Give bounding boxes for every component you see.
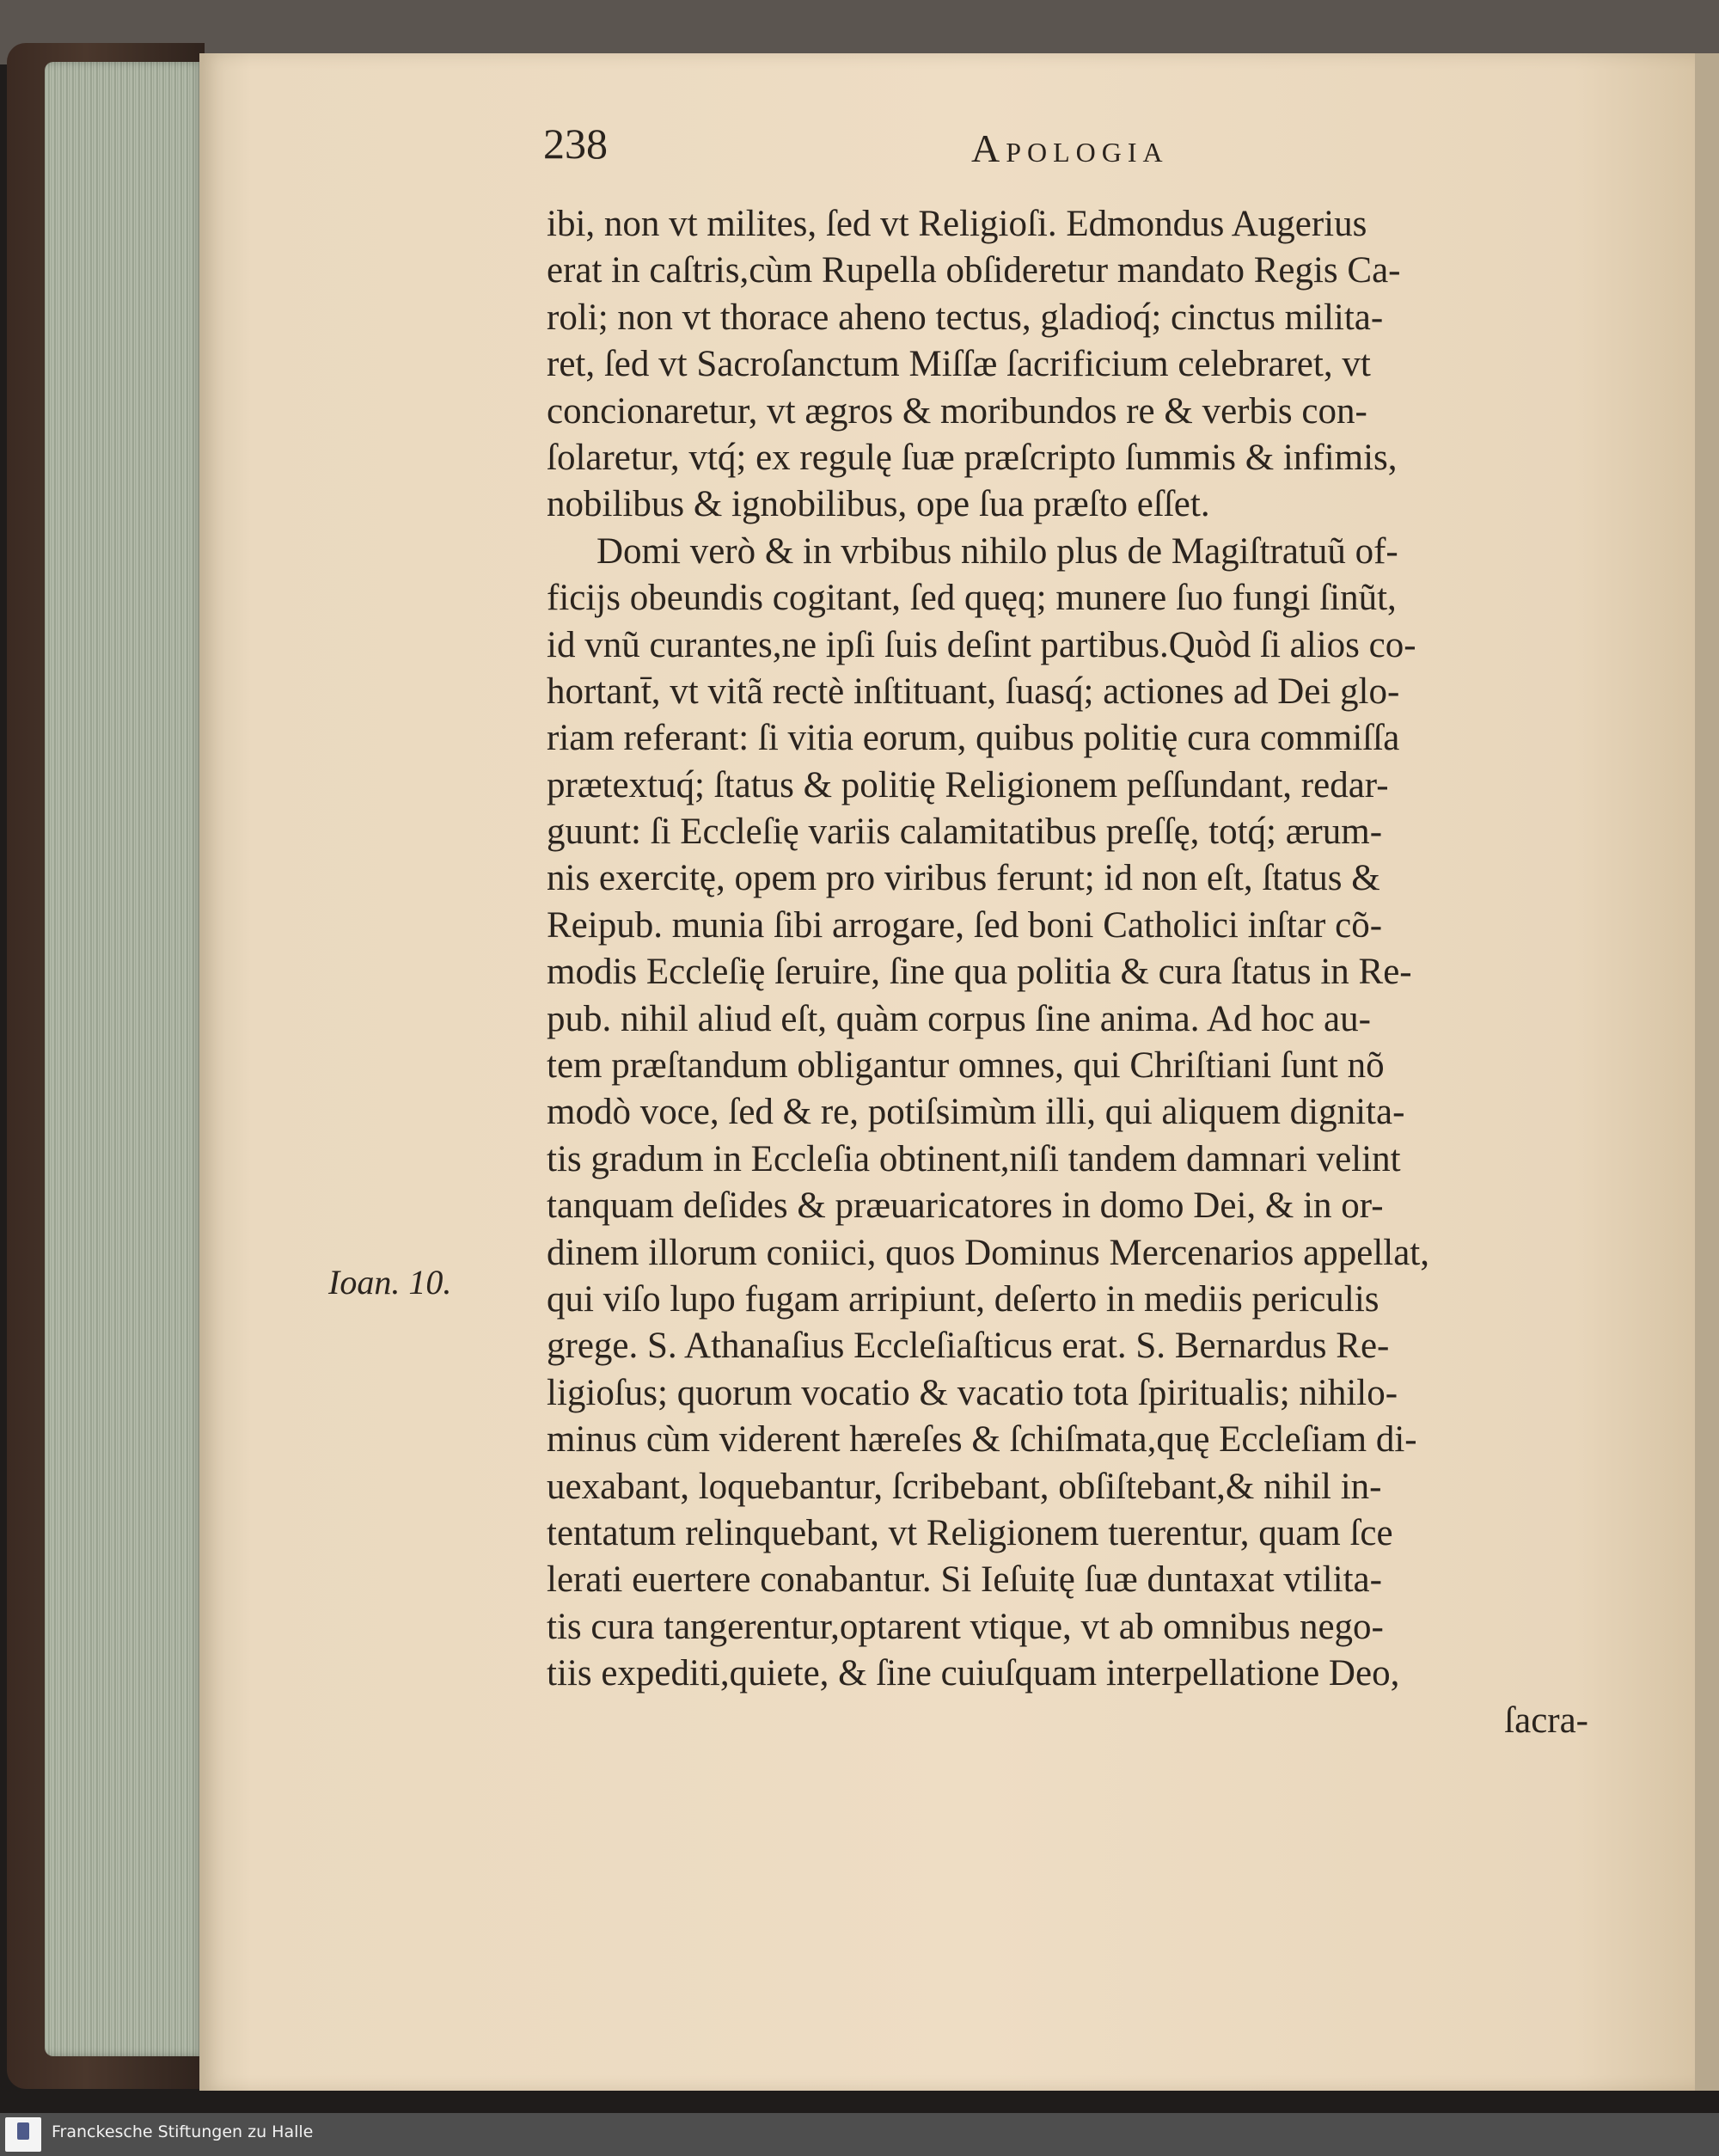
margin-note: Ioan. 10. bbox=[328, 1263, 452, 1302]
text-line: minus cùm viderent hæreſes & ſchiſmata,quę Eccleſiam di- bbox=[547, 1419, 1417, 1461]
text-line: grege. S. Athanaſius Eccleſiaſticus erat. S. Bernardus Re- bbox=[547, 1326, 1390, 1367]
text-line: tem præſtandum obligantur omnes, qui Chriſtiani ſunt nõ bbox=[547, 1045, 1385, 1087]
text-line: modis Eccleſię ſeruire, ſine qua politia & cura ſtatus in Re- bbox=[547, 952, 1412, 993]
page-number: 238 bbox=[543, 119, 608, 168]
page-edges bbox=[45, 62, 204, 2056]
catchword: ſacra- bbox=[1504, 1700, 1588, 1741]
text-line: ſolaretur, vtq́; ex regulę ſuæ præſcripto ſummis & infimis, bbox=[547, 437, 1398, 478]
running-title-text: Apologia bbox=[971, 126, 1169, 170]
text-line: riam referant: ſi vitia eorum, quibus politię cura commiſſa bbox=[547, 718, 1400, 759]
text-line: tis gradum in Eccleſia obtinent,niſi tandem damnari velint bbox=[547, 1138, 1401, 1179]
text-line: tiis expediti,quiete, & ſine cuiuſquam interpellatione Deo, bbox=[547, 1653, 1400, 1694]
text-line: ret, ſed vt Sacroſanctum Miſſæ ſacrificium celebraret, vt bbox=[547, 344, 1371, 385]
text-line: roli; non vt thorace aheno tectus, gladioq́; cinctus milita- bbox=[547, 297, 1384, 338]
text-line: concionaretur, vt ægros & moribundos re & verbis con- bbox=[547, 390, 1367, 432]
text-line: ibi, non vt milites, ſed vt Religioſi. Edmondus Augerius bbox=[547, 204, 1367, 244]
text-line: id vnũ curantes,ne ipſi ſuis deſint partibus.Quòd ſi alios co- bbox=[547, 624, 1416, 665]
text-line: tis cura tangerentur,optarent vtique, vt ab omnibus nego- bbox=[547, 1606, 1384, 1647]
running-title bbox=[971, 126, 1169, 171]
text-line: Reipub. munia ſibi arrogare, ſed boni Catholici inſtar cõ- bbox=[547, 904, 1383, 946]
text-line: guunt: ſi Eccleſię variis calamitatibus preſſę, totq́; ærum- bbox=[547, 812, 1383, 853]
text-line: qui viſo lupo fugam arripiunt, deſerto in mediis periculis bbox=[547, 1278, 1379, 1320]
text-line: ficijs obeundis cogitant, ſed quęq; munere ſuo fungi ſinũt, bbox=[547, 578, 1397, 619]
text-line: ligioſus; quorum vocatio & vacatio tota ſpiritualis; nihilo- bbox=[547, 1372, 1398, 1413]
text-line: modò voce, ſed & re, potiſsimùm illi, qui aliquem dignita- bbox=[547, 1092, 1405, 1133]
text-line: lerati euertere conabantur. Si Ieſuitę ſuæ duntaxat vtilita- bbox=[547, 1559, 1382, 1601]
text-line: pub. nihil aliud eſt, quàm corpus ſine anima. Ad hoc au- bbox=[547, 998, 1371, 1039]
text-block bbox=[547, 201, 1612, 1744]
text-line: nobilibus & ignobilibus, ope ſua præſto eſſet. bbox=[547, 484, 1210, 525]
text-line: tanquam deſides & præuaricatores in domo Dei, & in or- bbox=[547, 1185, 1384, 1227]
text-line: dinem illorum coniici, quos Dominus Mercenarios appellat, bbox=[547, 1232, 1430, 1273]
text-line: hortant̄, vt vitã rectè inſtituant, ſuasq́; actiones ad Dei glo- bbox=[547, 671, 1400, 712]
text-line: tentatum relinquebant, vt Religionem tuerentur, quam ſce bbox=[547, 1512, 1393, 1553]
text-line: nis exercitę, opem pro viribus ferunt; id non eſt, ſtatus & bbox=[547, 858, 1380, 899]
paragraph-start-line: Domi verò & in vrbibus nihilo plus de Magiſtratuũ of- bbox=[596, 530, 1398, 572]
text-line: uexabant, loquebantur, ſcribebant, obſiſtebant,& nihil in- bbox=[547, 1466, 1382, 1507]
page-gutter-right bbox=[1695, 53, 1719, 2091]
text-line: erat in caſtris,cùm Rupella obſideretur mandato Regis Ca- bbox=[547, 250, 1401, 291]
footer-bar bbox=[0, 2113, 1719, 2156]
institution-logo-icon bbox=[5, 2117, 41, 2152]
text-line: prætextuq́; ſtatus & politię Religionem peſſundant, redar- bbox=[547, 764, 1389, 805]
footer-institution-name: Franckesche Stiftungen zu Halle bbox=[52, 2122, 314, 2141]
